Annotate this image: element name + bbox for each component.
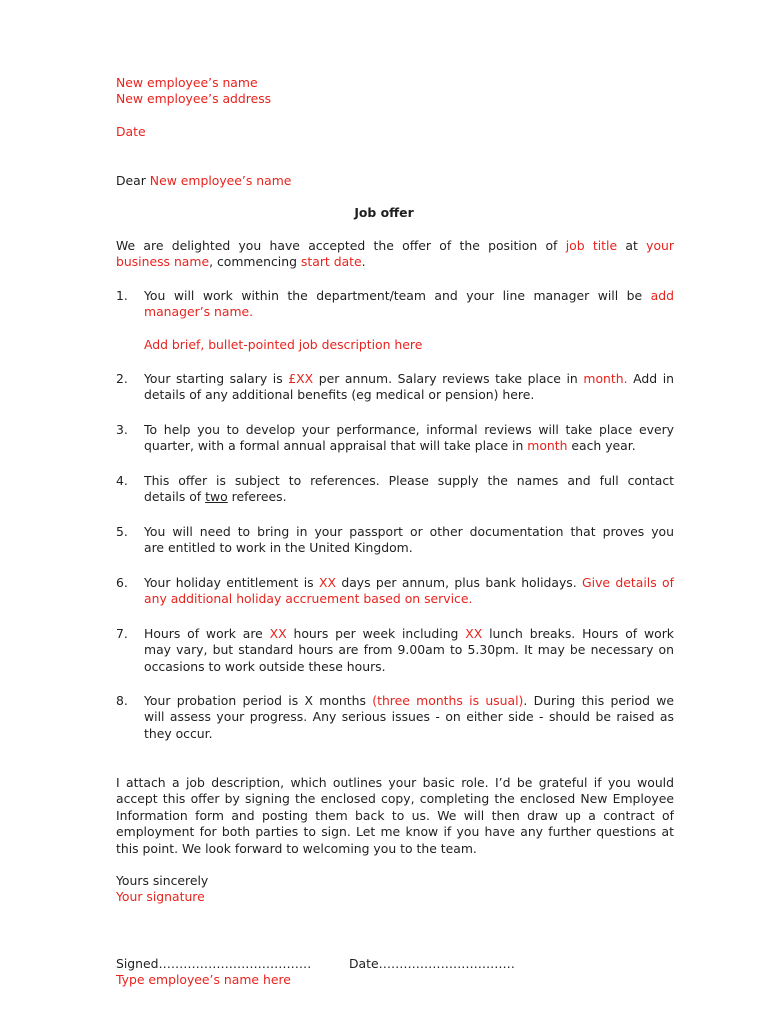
probation-note: (three months is usual) — [372, 693, 524, 708]
list-item — [144, 473, 674, 506]
closing-line: Information form and posting them back to us. We will then draw up a contract of — [116, 807, 674, 823]
date-line: Date…………………………… — [349, 956, 515, 971]
employee-name-field-placeholder: Type employee’s name here — [116, 972, 291, 987]
signature-placeholder: Your signature — [116, 889, 205, 904]
days-placeholder: XX — [318, 575, 336, 590]
list-item — [144, 422, 674, 455]
item-text: details of — [144, 489, 206, 505]
salutation-name-placeholder: New employee’s name — [149, 173, 292, 188]
item-text: Your starting salary is — [144, 371, 289, 386]
item-text: . During this period we — [523, 693, 675, 708]
list-number: 3. — [116, 422, 128, 437]
list-number: 2. — [116, 371, 128, 386]
closing-line: this point. We look forward to welcoming you to the team. — [116, 840, 477, 856]
closing-line: accept this offer by signing the enclosed copy, completing the enclosed New Employee — [116, 791, 674, 807]
item-text: hours per week including — [286, 626, 466, 641]
item-text: quarter, with a formal annual appraisal that will take place in — [144, 438, 528, 454]
item-line: This offer is subject to references. Please supply the names and full contact — [144, 473, 674, 488]
sign-off: Yours sincerely — [116, 873, 209, 888]
item-line: may vary, but standard hours are from 9.00am to 5.30pm. It may be necessary on — [144, 642, 674, 658]
item-text: Hours of work are — [144, 626, 270, 641]
item-line — [144, 371, 674, 387]
list-item — [144, 575, 674, 608]
item-line: occasions to work outside these hours. — [144, 658, 386, 674]
employee-address-placeholder: New employee’s address — [116, 91, 272, 106]
start-date-placeholder: start date — [300, 254, 362, 270]
item-text: lunch breaks. Hours of work — [482, 626, 674, 641]
business-name-placeholder: your — [646, 238, 674, 253]
employee-name-placeholder: New employee’s name — [116, 75, 258, 90]
item-text: days per annum, plus bank holidays. — [335, 575, 583, 590]
item-text: Add in — [627, 371, 674, 386]
job-description-placeholder: Add brief, bullet-pointed job description here — [144, 337, 423, 352]
salary-placeholder: £XX — [288, 371, 314, 386]
manager-name-placeholder: add — [650, 288, 674, 303]
letter-title: Job offer — [354, 205, 414, 220]
salutation — [116, 173, 291, 189]
item-line — [144, 626, 674, 642]
intro-line — [116, 254, 674, 270]
item-text: each year. — [567, 438, 636, 454]
intro-line — [116, 238, 674, 254]
list-item — [144, 524, 674, 557]
list-number: 4. — [116, 473, 128, 488]
holiday-details-placeholder: Give details of — [582, 575, 674, 590]
manager-name-placeholder: manager’s name. — [144, 304, 254, 320]
salutation-prefix: Dear — [116, 173, 150, 188]
list-item — [144, 371, 674, 404]
list-number: 5. — [116, 524, 128, 539]
list-number: 7. — [116, 626, 128, 641]
item-line: To help you to develop your performance, informal reviews will take place every — [144, 422, 674, 437]
lunch-placeholder: XX — [465, 626, 483, 641]
item-text: per annum. Salary reviews take place in — [313, 371, 584, 386]
month-placeholder: month. — [583, 371, 628, 386]
list-item — [144, 626, 674, 675]
hours-placeholder: XX — [269, 626, 287, 641]
item-text: You will work within the department/team and your line manager will be — [144, 288, 651, 303]
item-line: You will need to bring in your passport or other documentation that proves you — [144, 524, 674, 539]
list-item — [144, 288, 674, 321]
closing-line: I attach a job description, which outlines your basic role. I’d be grateful if you would — [116, 775, 674, 790]
job-title-placeholder: job title — [565, 238, 618, 253]
intro-text: . — [361, 254, 366, 270]
date-placeholder: Date — [116, 124, 146, 139]
signed-line: Signed………………………………. — [116, 956, 312, 971]
item-line — [144, 489, 674, 505]
intro-text: at — [617, 238, 647, 253]
item-text: referees. — [227, 489, 287, 505]
item-line — [144, 438, 674, 454]
list-number: 8. — [116, 693, 128, 708]
item-line: details of any additional benefits (eg medical or pension) here. — [144, 387, 535, 403]
item-text: Your probation period is X months — [144, 693, 373, 708]
list-number: 6. — [116, 575, 128, 590]
intro-paragraph — [116, 238, 674, 271]
underlined-word: two — [205, 489, 228, 505]
item-line: will assess your progress. Any serious issues - on either side - should be raised as — [144, 709, 674, 725]
item-line — [144, 693, 674, 709]
intro-text: We are delighted you have accepted the offer of the position of — [116, 238, 566, 253]
month-placeholder: month — [527, 438, 568, 454]
business-name-placeholder: business name — [116, 254, 210, 270]
item-line — [144, 288, 674, 304]
item-line: are entitled to work in the United Kingdom. — [144, 540, 413, 556]
list-number: 1. — [116, 288, 128, 303]
holiday-details-placeholder: any additional holiday accruement based on service. — [144, 591, 473, 607]
list-item — [144, 693, 674, 742]
closing-paragraph — [116, 775, 674, 857]
item-line: they occur. — [144, 725, 213, 741]
item-line — [144, 575, 674, 591]
item-text: Your holiday entitlement is — [144, 575, 319, 590]
closing-line: employment for both parties to sign. Let me know if you have any further questions at — [116, 824, 674, 840]
intro-text: , commencing — [209, 254, 301, 270]
